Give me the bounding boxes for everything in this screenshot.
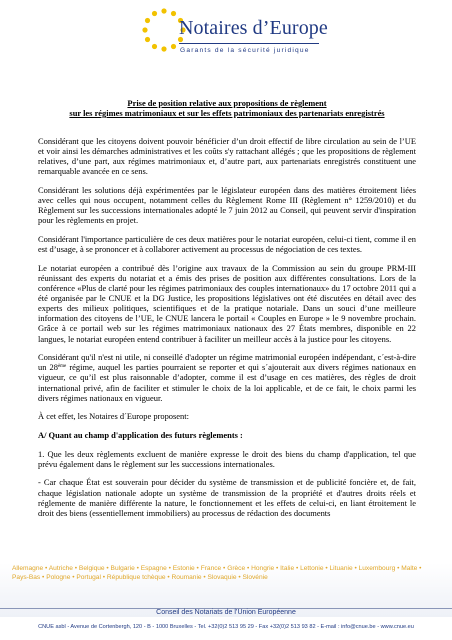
paragraph-1: Considérant que les citoyens doivent pouvoir bénéficier d’un droit effectif de libre circulation au sein de l’UE et voir ainsi les démarches administratives et les coûts s'y rattachant allégés ; que les propositions de règlement relatives, d’une part, aux régimes matrimoniaux et, d’autre part, aux partenariats enregistrés constituent une remarquable avancée en ce sens. (38, 136, 416, 177)
document-title-line2: sur les régimes matrimoniaux et sur les effets patrimoniaux des partenariats enregistrés (69, 108, 385, 119)
paragraph-5-superscript: ème (57, 364, 67, 370)
paragraph-4: Le notariat européen a contribué dès l’origine aux travaux de la Commission au sein du groupe PRM-III réunissant des experts du notariat et a émis des prises de position aux différentes consultations. Lors de la conférence «Plus de clarté pour les régimes patrimoniaux des couples internationaux» du 17 octobre 2011 qui a été organisée par le CNUE et la DG Justice, les propositions législatives ont été discutées en détail avec des experts des milieux politiques, scientifiques et de la pratique notariale. Dans un souci d’une meilleure information des citoyens de l’UE, le CNUE lancera le portail « Couples en Europe » le 9 novembre prochain. Grâce à ce portail web sur les régimes matrimoniaux nationaux des 27 États membres, disponible en 22 langues, le notariat européen entend contribuer à faciliter un meilleur accès à la justice pour les citoyens. (38, 262, 416, 344)
notaires-europe-logo (140, 6, 340, 58)
document-body (38, 98, 416, 526)
paragraph-8: - Car chaque État est souverain pour décider du système de transmission et de publicité foncière et, de fait, chaque législation nationale adopte un système de transmission de la propriété et d'autres droits réels et réglemente de manière différente la nature, le fonctionnement et les effets de celui-ci, en liant étroitement le droit des biens (essentiellement immobiliers) au processus de rédaction des documents (38, 477, 416, 518)
document-title-line1: Prise de position relative aux propositions de règlement (127, 98, 327, 108)
paragraph-5-part-b: régime, auquel les parties pourraient se reporter et qui s´ajouterait aux divers régimes nationaux en vigueur, ce qu’il est plus raisonnable d’adopter, comme il est d’usage en ces matières, des règles de droit international privé, afin de faciliter et stimuler le choix de la loi applicable, et de ce fait, le choix parmi les divers régimes nationaux en vigueur. (38, 362, 416, 403)
paragraph-5 (38, 352, 416, 402)
logo-divider (179, 43, 319, 44)
paragraph-5-part-a: Considérant qu'il n'est ni utile, ni conseillé d'adopter un régime matrimonial européen indépendant, c´est-à-dire un 28 (38, 352, 416, 373)
paragraph-7: 1. Que les deux règlements excluent de manière expresse le droit des biens du champ d'application, tel que prévu également dans le règlement sur les successions internationales. (38, 448, 416, 469)
section-a-heading: A/ Quant au champ d'application des futurs règlements : (38, 430, 243, 440)
paragraph-2: Considérant les solutions déjà expérimentées par le législateur européen dans des matières étroitement liées avec celles qui nous occupent, notamment celles du Règlement Rome III (Règlement n° 1259/2010) et du Règlement sur les successions internationales adopté le 7 juin 2012 au Conseil, qui peuvent servir d'inspiration pour les règlements en projet. (38, 185, 416, 226)
footer-council-name: Conseil des Notariats de l’Union Européenne (156, 609, 296, 616)
footer-address: CNUE asbl - Avenue de Cortenbergh, 120 - B - 1000 Bruxelles - Tel. +32(0)2 513 95 29 - Fax +32(0)2 513 93 82 - E-mail : info@cnue.be - www.cnue.eu (38, 624, 414, 630)
logo-brand-name: Notaires d’Europe (179, 17, 328, 39)
logo-tagline: Garants de la sécurité juridique (180, 47, 310, 54)
paragraph-6: À cet effet, les Notaires d´Europe proposent: (38, 411, 189, 422)
paragraph-3: Considérant l'importance particulière de ces deux matières pour le notariat européen, celui-ci tient, comme il en est d’usage, à se prononcer et à collaborer activement au processus de négociation de ces textes. (38, 234, 416, 255)
member-countries-list: Allemagne • Autriche • Belgique • Bulgarie • Espagne • Estonie • France • Grèce • Hongrie • Italie • Lettonie • Lituanie • Luxembourg • Malte • Pays-Bas • Pologne • Portugal • République tchèque • Roumanie • Slovaquie • Slovénie (12, 565, 422, 581)
